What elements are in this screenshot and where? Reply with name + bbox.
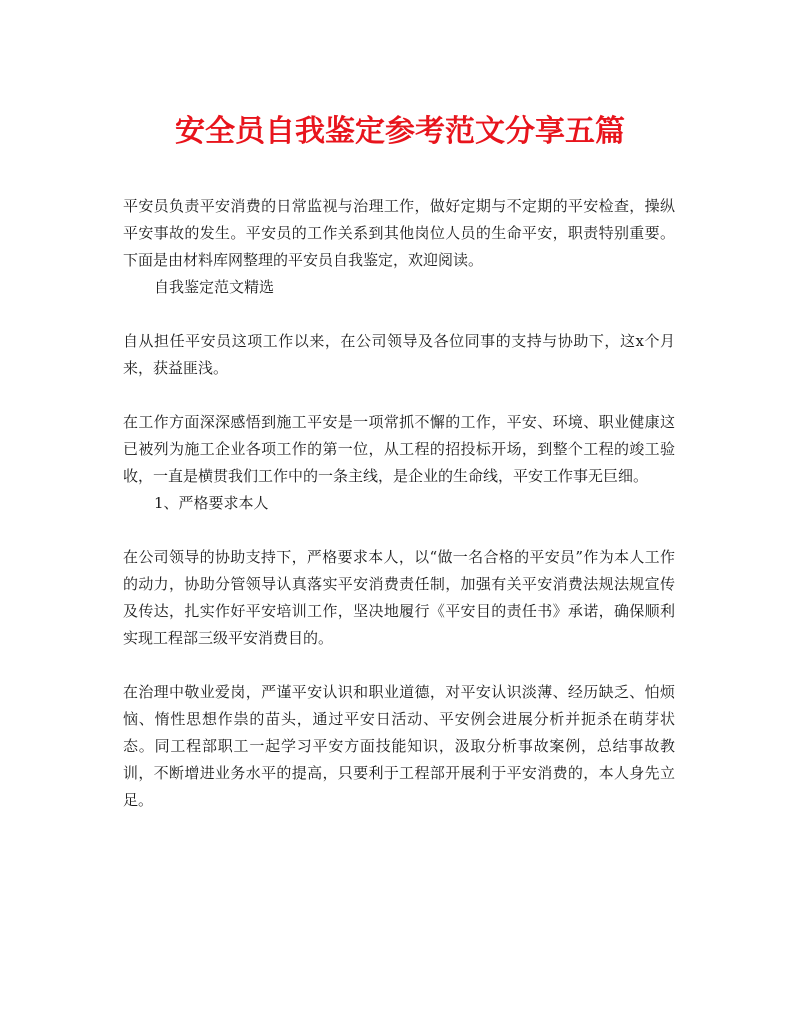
body-paragraph: 自从担任平安员这项工作以来，在公司领导及各位同事的支持与协助下，这x个月来，获益匪浅。 xyxy=(123,332,675,377)
body-paragraph: 在工作方面深深感悟到施工平安是一项常抓不懈的工作，平安、环境、职业健康这已被列为施工企业各项工作的第一位，从工程的招投标开场，到整个工程的竣工验收，一直是横贯我们工作中的一条主线，是企业的生命线，平安工作事无巨细。 xyxy=(123,413,675,485)
paragraph-gap xyxy=(123,382,675,409)
section-heading-samples: 自我鉴定范文精选 xyxy=(154,278,275,296)
intro-paragraph: 平安员负责平安消费的日常监视与治理工作，做好定期与不定期的平安检查，操纵平安事故的发生。平安员的工作关系到其他岗位人员的生命平安，职责特别重要。下面是由材料库网整理的平安员自我鉴定，欢迎阅读。 xyxy=(123,197,675,269)
body-paragraph: 在治理中敬业爱岗，严谨平安认识和职业道德，对平安认识淡薄、经历缺乏、怕烦恼、惰性思想作祟的苗头，通过平安日活动、平安例会进展分析并扼杀在萌芽状态。同工程部职工一起学习平安方面技能知识，汲取分析事故案例，总结事故教训，不断增进业务水平的提高，只要利于工程部开展利于平安消费的，本人身先立足。 xyxy=(123,683,675,809)
body-paragraph: 在公司领导的协助支持下，严格要求本人，以“做一名合格的平安员”作为本人工作的动力，协助分管领导认真落实平安消费责任制，加强有关平安消费法规法规宣传及传达，扎实作好平安培训工作，坚决地履行《平安目的责任书》承诺，确保顺利实现工程部三级平安消费目的。 xyxy=(123,548,675,647)
paragraph-gap xyxy=(123,301,675,328)
document-title: 安全员自我鉴定参考范文分享五篇 xyxy=(175,114,625,149)
section-heading-strict: 1、严格要求本人 xyxy=(154,494,269,512)
paragraph-gap xyxy=(123,652,675,679)
paragraph-gap xyxy=(123,517,675,544)
document-body xyxy=(123,193,675,814)
